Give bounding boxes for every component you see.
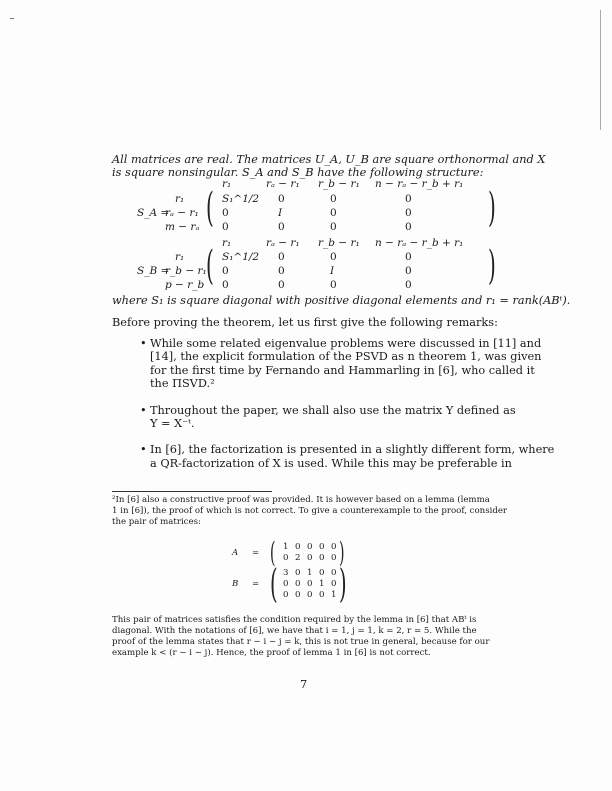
closing-line-4: example k < (r − i − j). Hence, the proof of lemma 1 in [6] is not correct. xyxy=(112,648,431,658)
footnote-rule xyxy=(112,491,272,492)
row-label: r_b − r₁ xyxy=(165,265,207,277)
matrix-cell: 0 xyxy=(405,207,412,219)
row-label: r₁ xyxy=(175,193,185,205)
footnote-line-1: ²In [6] also a constructive proof was provided. It is however based on a lemma (lemma xyxy=(112,495,490,505)
bullet-text: Y = X⁻ᵗ. xyxy=(150,417,195,430)
bullet-text: Throughout the paper, we shall also use the matrix Y defined as xyxy=(150,403,516,417)
bullet-text: In [6], the factorization is presented in a slightly different form, where xyxy=(150,443,555,457)
matrix-cell: 0 xyxy=(222,265,229,277)
intro-line-2: is square nonsingular. S_A and S_B have the following structure: xyxy=(112,166,484,179)
column-header: n − rₐ − r_b + r₁ xyxy=(375,178,464,190)
matrix-cell: 0 xyxy=(283,553,289,563)
matrix-cell: 0 xyxy=(330,221,337,233)
right-paren: ) xyxy=(488,185,496,231)
closing-line-1: This pair of matrices satisfies the condition required by the lemma in [6] that ABᵗ is xyxy=(112,615,477,625)
matrix-cell: 0 xyxy=(307,542,313,552)
before-line: Before proving the theorem, let us first give the following remarks: xyxy=(112,316,498,329)
matrix-cell: I xyxy=(278,207,283,219)
matrix-cell: 0 xyxy=(330,279,337,291)
column-header: rₐ − r₁ xyxy=(266,178,300,190)
matrix-cell: 0 xyxy=(278,221,285,233)
bullet-icon: • xyxy=(140,337,147,350)
matrix-cell: 0 xyxy=(295,579,301,589)
matrix-label: S_A = xyxy=(137,207,170,219)
row-label: p − r_b xyxy=(165,279,205,291)
bullet-icon: • xyxy=(140,403,147,417)
matrix-cell: 0 xyxy=(330,193,337,205)
left-paren: ( xyxy=(206,243,214,289)
matrix-cell: 0 xyxy=(278,265,285,277)
bullet-text: the ΠSVD.² xyxy=(150,377,215,391)
matrix-cell: 0 xyxy=(278,193,285,205)
bullet-text: a QR-factorization of X is used. While this may be preferable in xyxy=(150,456,512,470)
right-paren: ) xyxy=(339,562,347,607)
matrix-cell: 1 xyxy=(283,542,289,552)
matrix-cell: 0 xyxy=(331,579,337,589)
matrix-cell: 0 xyxy=(330,207,337,219)
left-paren: ( xyxy=(206,185,214,231)
matrix-cell: 0 xyxy=(331,542,337,552)
matrix-cell: 0 xyxy=(222,279,229,291)
matrix-cell: I xyxy=(330,265,335,277)
matrix-cell: 0 xyxy=(331,568,337,578)
matrix-cell: 0 xyxy=(319,568,325,578)
matrix-cell: 2 xyxy=(295,553,301,563)
bullet-icon: • xyxy=(140,443,147,457)
matrix-cell: 0 xyxy=(405,251,412,263)
matrix-cell: 3 xyxy=(283,568,289,578)
matrix-cell: 0 xyxy=(222,207,229,219)
matrix-label: B xyxy=(232,579,239,589)
column-header: r_b − r₁ xyxy=(318,237,360,249)
matrix-cell: 0 xyxy=(405,193,412,205)
bullet-text: for the first time by Fernando and Hammarling in [6], who called it xyxy=(150,363,535,377)
intro-line-1: All matrices are real. The matrices U_A, U_B are square orthonormal and X xyxy=(112,153,546,166)
matrix-cell: 0 xyxy=(307,579,313,589)
column-header: r_b − r₁ xyxy=(318,178,360,190)
matrix-cell: 0 xyxy=(331,553,337,563)
matrix-cell: 0 xyxy=(405,279,412,291)
matrix-cell: S₁^1/2 xyxy=(222,251,260,263)
row-label: rₐ − r₁ xyxy=(165,207,199,219)
right-paren: ) xyxy=(339,536,345,569)
matrix-cell: 0 xyxy=(278,251,285,263)
matrix-cell: S₁^1/2 xyxy=(222,193,260,205)
column-header: r₁ xyxy=(222,178,232,190)
matrix-label: S_B = xyxy=(137,265,170,277)
closing-line-2: diagonal. With the notations of [6], we have that i = 1, j = 1, k = 2, r = 5. While the xyxy=(112,626,477,636)
where-line: where S₁ is square diagonal with positive diagonal elements and r₁ = rank(ABᵗ). xyxy=(112,294,571,307)
matrix-cell: 0 xyxy=(283,579,289,589)
equals-sign: = xyxy=(252,579,260,589)
matrix-cell: 1 xyxy=(331,590,337,600)
matrix-cell: 0 xyxy=(295,568,301,578)
matrix-cell: 1 xyxy=(307,568,313,578)
footnote-line-2: 1 in [6]), the proof of which is not correct. To give a counterexample to the proof, consider xyxy=(112,506,508,516)
column-header: n − rₐ − r_b + r₁ xyxy=(375,237,464,249)
matrix-cell: 0 xyxy=(319,553,325,563)
column-header: rₐ − r₁ xyxy=(266,237,300,249)
closing-line-3: proof of the lemma states that r − i − j = k, this is not true in general, because for our xyxy=(112,637,490,647)
matrix-cell: 0 xyxy=(307,553,313,563)
matrix-cell: 0 xyxy=(307,590,313,600)
matrix-cell: 0 xyxy=(405,221,412,233)
matrix-cell: 0 xyxy=(295,542,301,552)
matrix-cell: 0 xyxy=(319,542,325,552)
matrix-cell: 1 xyxy=(319,579,325,589)
left-paren: ( xyxy=(270,536,276,569)
matrix-cell: 0 xyxy=(330,251,337,263)
matrix-cell: 0 xyxy=(295,590,301,600)
matrix-cell: 0 xyxy=(405,265,412,277)
matrix-label: A xyxy=(232,547,239,558)
left-paren: ( xyxy=(270,562,278,607)
equals-sign: = xyxy=(252,547,260,558)
scan-edge xyxy=(600,10,601,130)
matrix-cell: 0 xyxy=(222,221,229,233)
right-paren: ) xyxy=(488,243,496,289)
row-label: m − rₐ xyxy=(165,221,200,233)
matrix-cell: 0 xyxy=(319,590,325,600)
bullet-text: [14], the explicit formulation of the PSVD as n theorem 1, was given xyxy=(150,350,542,364)
page-number: 7 xyxy=(300,678,308,691)
column-header: r₁ xyxy=(222,237,232,249)
scan-mark xyxy=(10,18,14,19)
footnote-line-3: the pair of matrices: xyxy=(112,517,201,527)
matrix-cell: 0 xyxy=(283,590,289,600)
matrix-cell: 0 xyxy=(278,279,285,291)
row-label: r₁ xyxy=(175,251,185,263)
bullet-text: While some related eigenvalue problems were discussed in [11] and xyxy=(150,337,542,350)
